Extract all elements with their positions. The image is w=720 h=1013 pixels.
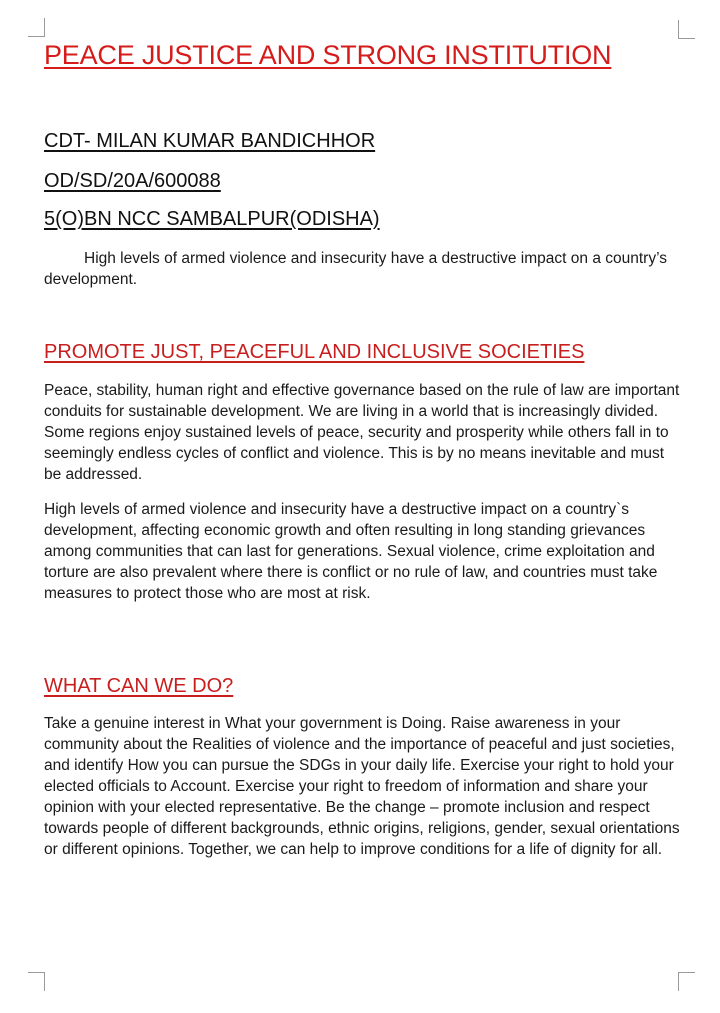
author-unit: 5(O)BN NCC SAMBALPUR(ODISHA) [44,208,380,230]
crop-mark-bottom-left [28,972,45,991]
section-heading-promote: PROMOTE JUST, PEACEFUL AND INCLUSIVE SOCIETIES [44,341,585,363]
section1-paragraph-2: High levels of armed violence and insecurity have a destructive impact on a country`s development, affecting economic growth and often resulting in long standing grievances among communities that can last for generations. Sexual violence, crime exploitation and torture are also prevalent where there is conflict or no rule of law, and countries must take measures to protect those who are most at risk. [44,501,658,602]
author-id: OD/SD/20A/600088 [44,170,221,192]
section-heading-what-can-we-do: WHAT CAN WE DO? [44,675,234,697]
intro-paragraph: High levels of armed violence and insecurity have a destructive impact on a country’s development. [44,250,667,288]
author-name: CDT- MILAN KUMAR BANDICHHOR [44,130,376,152]
document-title: PEACE JUSTICE AND STRONG INSTITUTION [44,40,612,70]
crop-mark-top-right [678,20,695,39]
section1-paragraph-1: Peace, stability, human right and effective governance based on the rule of law are important conduits for sustainable development. We are living in a world that is increasingly divided. Some regions enjoy sustained levels of peace, security and prosperity while others fall in to seemingly endless cycles of conflict and violence. This is by no means inevitable and must be addressed. [44,382,680,483]
crop-mark-top-left [28,18,45,37]
section2-paragraph-1: Take a genuine interest in What your government is Doing. Raise awareness in your community about the Realities of violence and the importance of peaceful and just societies, and identify How you can pursue the SDGs in your daily life. Exercise your right to hold your elected officials to Account. Exercise your right to freedom of information and share your opinion with your elected representative. Be the change – promote inclusion and respect towards people of different backgrounds, ethnic origins, religions, gender, sexual orientations or different opinions. Together, we can help to improve conditions for a life of dignity for all. [44,715,680,858]
crop-mark-bottom-right [678,972,695,991]
